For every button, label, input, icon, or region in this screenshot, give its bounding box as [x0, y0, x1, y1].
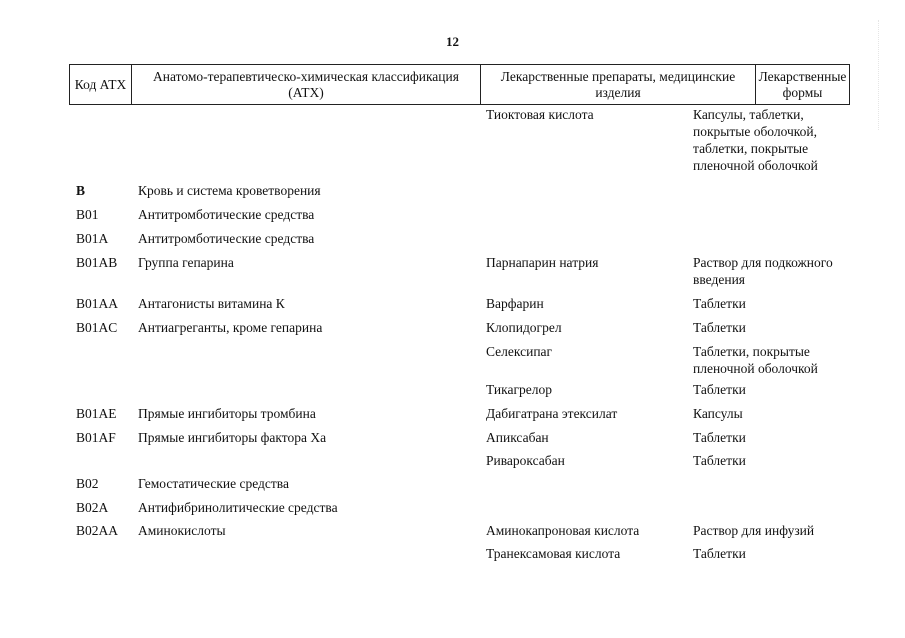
atc-name: Антифибринолитические средства	[138, 500, 338, 515]
dosage-form: Таблетки	[693, 296, 746, 311]
atc-name: Прямые ингибиторы тромбина	[138, 406, 316, 421]
dosage-form: Капсулы	[693, 406, 743, 421]
atc-code: B	[76, 183, 86, 198]
atc-code: B01A	[76, 231, 109, 246]
atc-code: B02AA	[76, 523, 119, 538]
dosage-form: Таблетки	[693, 453, 746, 468]
dosage-form: Раствор для подкожного введения	[693, 255, 833, 287]
drug-name: Ривароксабан	[486, 453, 565, 468]
atc-code: B01AA	[76, 296, 119, 311]
header-code: Код АТХ	[70, 65, 132, 104]
atc-name: Антагонисты витамина К	[138, 296, 285, 311]
atc-name: Антитромботические средства	[138, 231, 315, 246]
atc-code: B01AB	[76, 255, 118, 270]
atc-code: B01	[76, 207, 99, 222]
atc-name: Антиагреганты, кроме гепарина	[138, 320, 323, 335]
dosage-form: Таблетки, покрытые пленочной оболочкой	[693, 344, 818, 376]
dosage-form: Таблетки	[693, 430, 746, 445]
page-number: 12	[446, 34, 459, 49]
drug-name: Аминокапроновая кислота	[486, 523, 640, 538]
atc-name: Антитромботические средства	[138, 207, 315, 222]
dosage-form: Раствор для инфузий	[693, 523, 815, 538]
drug-name: Тиоктовая кислота	[486, 107, 594, 122]
atc-code: B01AF	[76, 430, 116, 445]
dosage-form: Таблетки	[693, 546, 746, 561]
atc-code: B01AE	[76, 406, 117, 421]
atc-name: Группа гепарина	[138, 255, 234, 270]
drug-name: Парнапарин натрия	[486, 255, 599, 270]
drug-name: Транексамовая кислота	[486, 546, 621, 561]
drug-name: Тикагрелор	[486, 382, 552, 397]
header-forms: Лекарственные формы	[758, 68, 847, 100]
drug-name: Селексипаг	[486, 344, 553, 359]
atc-name: Кровь и система кроветворения	[138, 183, 321, 198]
atc-name: Гемостатические средства	[138, 476, 289, 491]
atc-name: Прямые ингибиторы фактора Xa	[138, 430, 327, 445]
drug-name: Апиксабан	[486, 430, 549, 445]
header-classification: Анатомо-терапевтическо-химическая классификация (АТХ)	[132, 65, 481, 104]
atc-code: B01AC	[76, 320, 118, 335]
atc-code: B02A	[76, 500, 109, 515]
drug-name: Клопидогрел	[486, 320, 562, 335]
atc-code: B02	[76, 476, 99, 491]
drug-name: Варфарин	[486, 296, 544, 311]
table-header	[69, 64, 850, 105]
dosage-form: Таблетки	[693, 382, 746, 397]
dosage-form: Капсулы, таблетки, покрытые оболочкой, таблетки, покрытые пленочной оболочкой	[693, 107, 818, 173]
atc-name: Аминокислоты	[138, 523, 226, 538]
header-drugs: Лекарственные препараты, медицинские изделия	[481, 65, 756, 104]
scan-edge-artifact	[878, 20, 899, 130]
dosage-form: Таблетки	[693, 320, 746, 335]
drug-name: Дабигатрана этексилат	[486, 406, 618, 421]
